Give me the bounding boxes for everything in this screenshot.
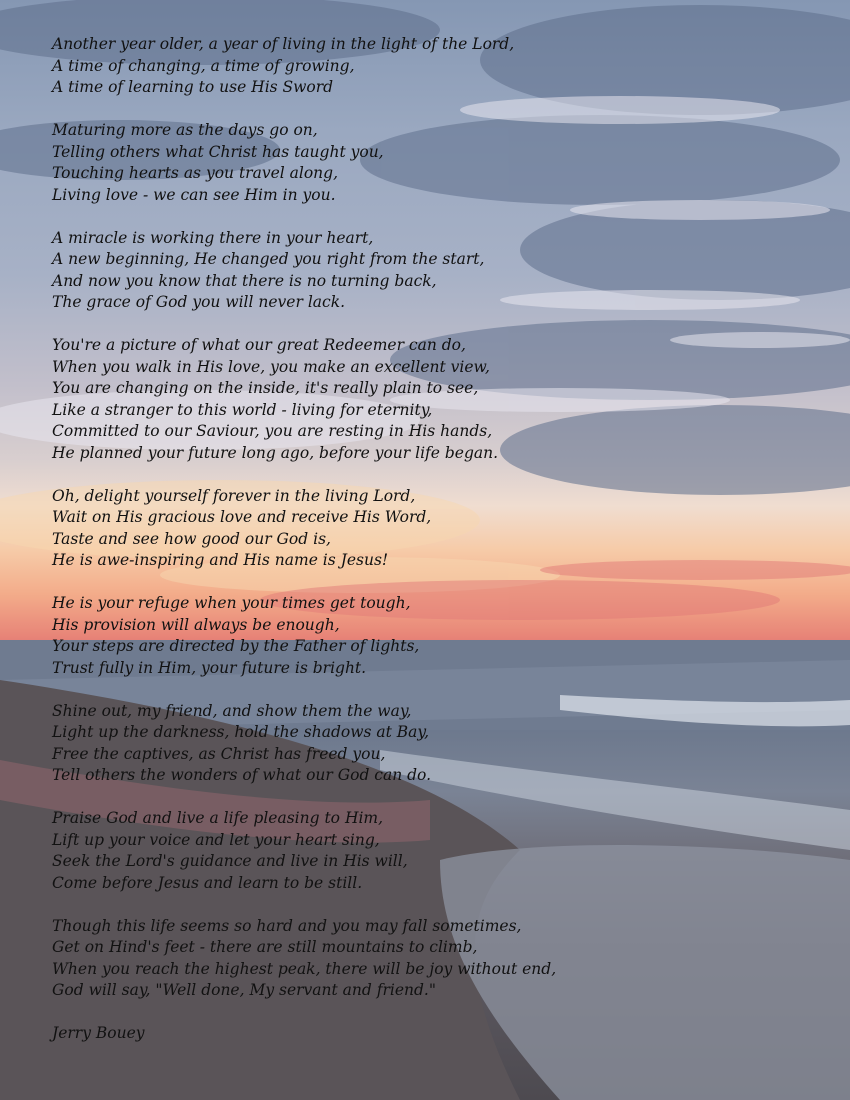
poem-text [52,34,812,1045]
poem-line: You're a picture of what our great Redeemer can do, [52,336,466,354]
stanza-2 [52,120,812,206]
poem-line: Praise God and live a life pleasing to Him, [52,809,384,827]
poem-line: God will say, "Well done, My servant and friend." [52,981,436,999]
stanza-7 [52,701,812,787]
stanza-3 [52,228,812,314]
poem-line: Free the captives, as Christ has freed you, [52,744,386,763]
poem-line: The grace of God you will never lack. [52,293,346,311]
poem-line: A miracle is working there in your heart, [52,228,374,247]
poem-line: And now you know that there is no turning back, [52,271,437,290]
stanza-1 [52,34,812,99]
poem-line: You are changing on the inside, it's really plain to see, [52,379,479,397]
poem-line: Living love - we can see Him in you. [52,185,336,204]
poem-line: Maturing more as the days go on, [52,121,318,139]
poem-line: Tell others the wonders of what our God can do. [52,766,432,784]
poem-line: He is your refuge when your times get tough, [52,594,411,612]
poem-line: A time of learning to use His Sword [52,78,334,96]
poem-line: Oh, delight yourself forever in the living Lord, [52,486,416,505]
poem-line: Like a stranger to this world - living for eternity, [52,400,433,419]
poem-line: Get on Hind's feet - there are still mountains to climb, [52,938,478,956]
poem-line: Another year older, a year of living in the light of the Lord, [52,35,515,53]
poem-line: A time of changing, a time of growing, [52,56,355,75]
poem-line: Your steps are directed by the Father of lights, [52,637,420,655]
poem-line: When you reach the highest peak, there will be joy without end, [52,959,557,978]
author-name: Jerry Bouey [52,1024,145,1042]
poem-line: Come before Jesus and learn to be still. [52,873,363,892]
poem-line: Lift up your voice and let your heart sing, [52,830,380,849]
poem-line: His provision will always be enough, [52,615,340,634]
stanza-4 [52,335,812,464]
poem-line: Shine out, my friend, and show them the way, [52,701,412,720]
poem-line: He planned your future long ago, before your life began. [52,443,499,462]
poem-line: He is awe-inspiring and His name is Jesus! [52,551,389,569]
poem-line: Taste and see how good our God is, [52,529,331,548]
poem-line: A new beginning, He changed you right from the start, [52,250,485,268]
poem-line: When you walk in His love, you make an excellent view, [52,357,490,376]
poem-line: Trust fully in Him, your future is bright. [52,658,367,677]
stanza-5 [52,486,812,572]
poem-line: Though this life seems so hard and you may fall sometimes, [52,916,522,935]
poem-line: Light up the darkness, hold the shadows at Bay, [52,723,430,741]
poem-line: Committed to our Saviour, you are resting in His hands, [52,422,493,440]
poem-line: Touching hearts as you travel along, [52,164,338,182]
poem-line: Seek the Lord's guidance and live in His will, [52,852,408,870]
stanza-9 [52,916,812,1002]
poem-line: Telling others what Christ has taught you, [52,142,384,161]
stanza-8 [52,808,812,894]
poem-line: Wait on His gracious love and receive His Word, [52,508,432,526]
stanza-6 [52,593,812,679]
